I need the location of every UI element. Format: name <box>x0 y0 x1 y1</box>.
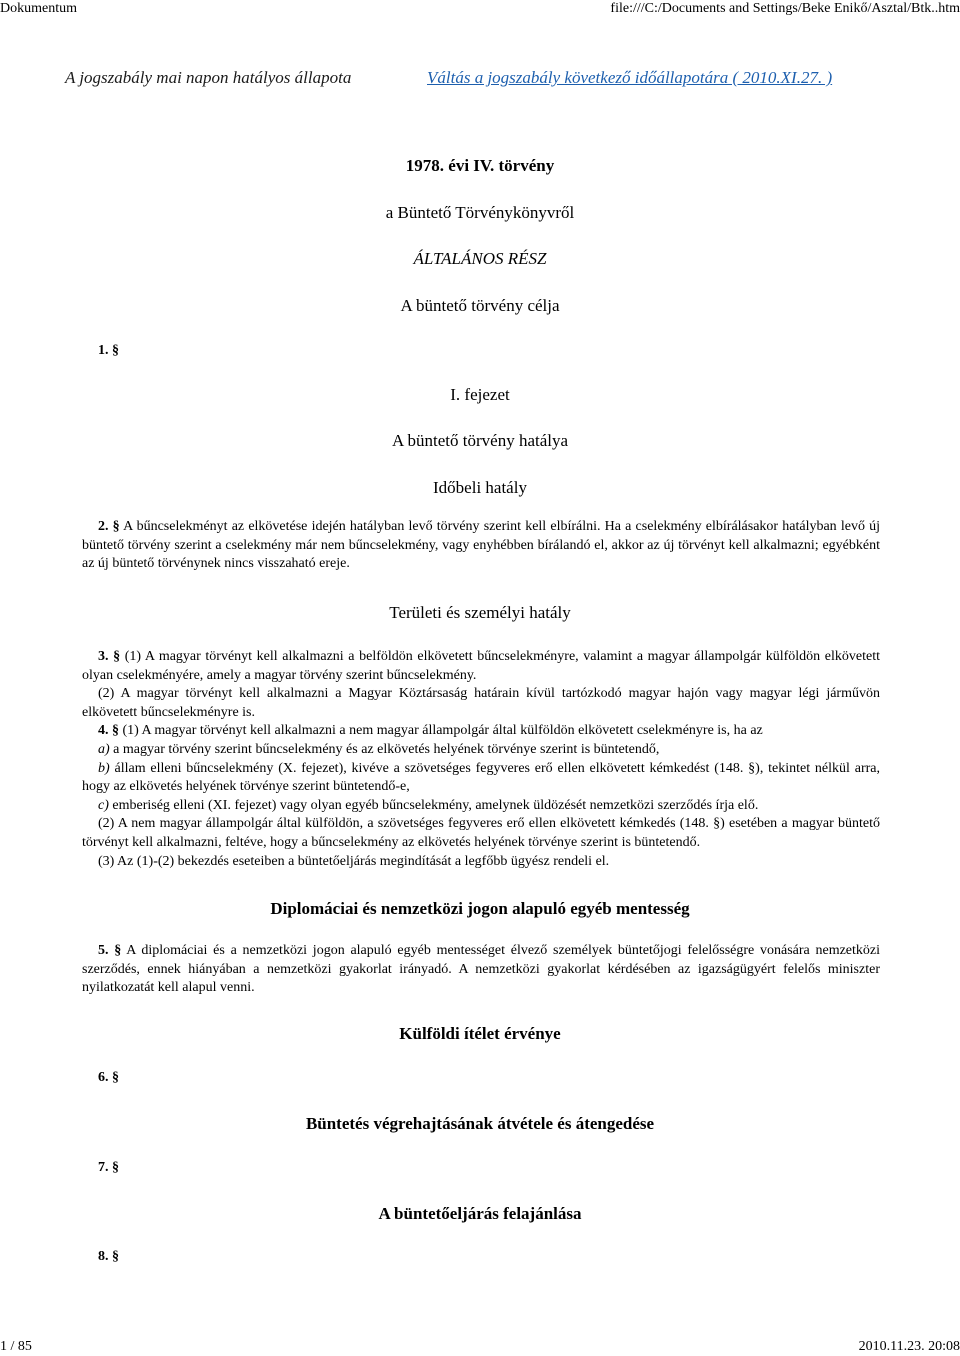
section-4-point-c: emberiség elleni (XI. fejezet) vagy olyan egyéb bűncselekmény, amelynek üldözését nemzetközi szerződés írja elő. <box>112 797 759 813</box>
temporal-heading: Időbeli hatály <box>433 478 527 497</box>
section-4-number: 4. § <box>98 723 119 739</box>
print-datetime: 2010.11.23. 20:08 <box>858 1339 960 1354</box>
next-state-link[interactable]: Váltás a jogszabály következő időállapotára ( 2010.XI.27. ) <box>427 68 833 87</box>
section-5-text: A diplomáciai és a nemzetközi jogon alapuló egyéb mentességet élvező személyek büntetőjogi felelősségre vonására nemzetközi szerződés, ennek hiányában a nemzetközi gyakorlat irányadó. A nemzetközi gyakorlat kérdésében az igazságügyért felelős miniszter nyilatkozatát kell alapul venni. <box>82 943 880 996</box>
part-heading: ÁLTALÁNOS RÉSZ <box>413 249 547 268</box>
header-file-path: file:///C:/Documents and Settings/Beke Enikő/Asztal/Btk..htm <box>610 1 960 16</box>
chapter-number: I. fejezet <box>450 385 510 404</box>
section-5-number: 5. § <box>98 943 122 958</box>
section-3-paragraph-1: (1) A magyar törvényt kell alkalmazni a belföldön elkövetett bűncselekményre, valamint a magyar állampolgár külföldön elkövetett olyan cselekményére, amely a magyar törvény szerint bűncselekmény. <box>82 649 880 683</box>
section-4-point-a-label: a) <box>98 741 110 757</box>
section-8: 8. § <box>98 1249 119 1264</box>
section-4-point-b-label: b) <box>98 760 110 776</box>
section-5 <box>82 942 880 998</box>
sections-3-4 <box>82 648 880 871</box>
territorial-heading: Területi és személyi hatály <box>389 603 571 622</box>
section-4-paragraph-3: (3) Az (1)-(2) bekezdés eseteiben a büntetőeljárás megindítását a legfőbb ügyész rendeli el. <box>98 853 610 869</box>
section-3-number: 3. § <box>98 649 121 664</box>
law-subtitle: a Büntető Törvénykönyvről <box>385 203 575 222</box>
current-state-label: A jogszabály mai napon hatályos állapota <box>65 68 352 87</box>
purpose-heading: A büntető törvény célja <box>400 296 560 315</box>
transfer-heading: Büntetés végrehajtásának átvétele és átengedése <box>305 1114 655 1133</box>
proceeding-offer-heading: A büntetőeljárás felajánlása <box>378 1204 582 1223</box>
section-3-paragraph-2: (2) A magyar törvényt kell alkalmazni a Magyar Köztársaság határain kívül tartózkodó magyar hajón vagy magyar légi járművön elkövetett bűncselekményre is. <box>82 686 880 720</box>
chapter-title: A büntető törvény hatálya <box>391 431 569 450</box>
section-2-text: A bűncselekményt az elkövetése idején hatályban levő törvény szerint kell elbírálni. Ha a cselekmény elbírálásakor hatályban levő új büntető törvény szerint a cselekmény már nem bűncselekmény, vagy enyhébben bírálandó el, akkor az új törvényt kell alkalmazni; egyébként az új büntető törvénynek nincs visszaható ereje. <box>82 519 881 572</box>
section-4-paragraph-2: (2) A nem magyar állampolgár által külföldön, a szövetséges fegyveres erő ellen elkövetett kémkedés (148. §) esetében a magyar büntető törvényt kell alkalmazni, feltéve, hogy a bűncselekmény az elkövetés helyének törvénye szerint is büntetendő. <box>82 816 880 850</box>
section-4-point-a: a magyar törvény szerint bűncselekmény és az elkövetés helyének törvénye szerint is büntetendő, <box>113 741 660 757</box>
page-number: 1 / 85 <box>0 1339 32 1354</box>
law-title: 1978. évi IV. törvény <box>405 156 555 175</box>
header-title: Dokumentum <box>0 1 77 16</box>
section-4-paragraph-1: (1) A magyar törvényt kell alkalmazni a nem magyar állampolgár által külföldön elkövetett cselekményre is, ha az <box>122 723 763 739</box>
section-7: 7. § <box>98 1160 119 1175</box>
section-4-point-c-label: c) <box>98 797 109 813</box>
section-1: 1. § <box>98 343 119 358</box>
foreign-judgment-heading: Külföldi ítélet érvénye <box>399 1024 561 1043</box>
immunity-heading: Diplomáciai és nemzetközi jogon alapuló egyéb mentesség <box>270 899 690 918</box>
section-2-number: 2. § <box>98 519 120 534</box>
section-2 <box>82 518 880 574</box>
section-6: 6. § <box>98 1070 119 1085</box>
section-4-point-b: állam elleni bűncselekmény (X. fejezet), kivéve a szövetséges fegyveres erő ellen elkövetett kémkedést (148. §), tekintet nélkül arra, hogy az elkövetés helyének törvénye szerint büntetendő-e, <box>82 760 880 795</box>
